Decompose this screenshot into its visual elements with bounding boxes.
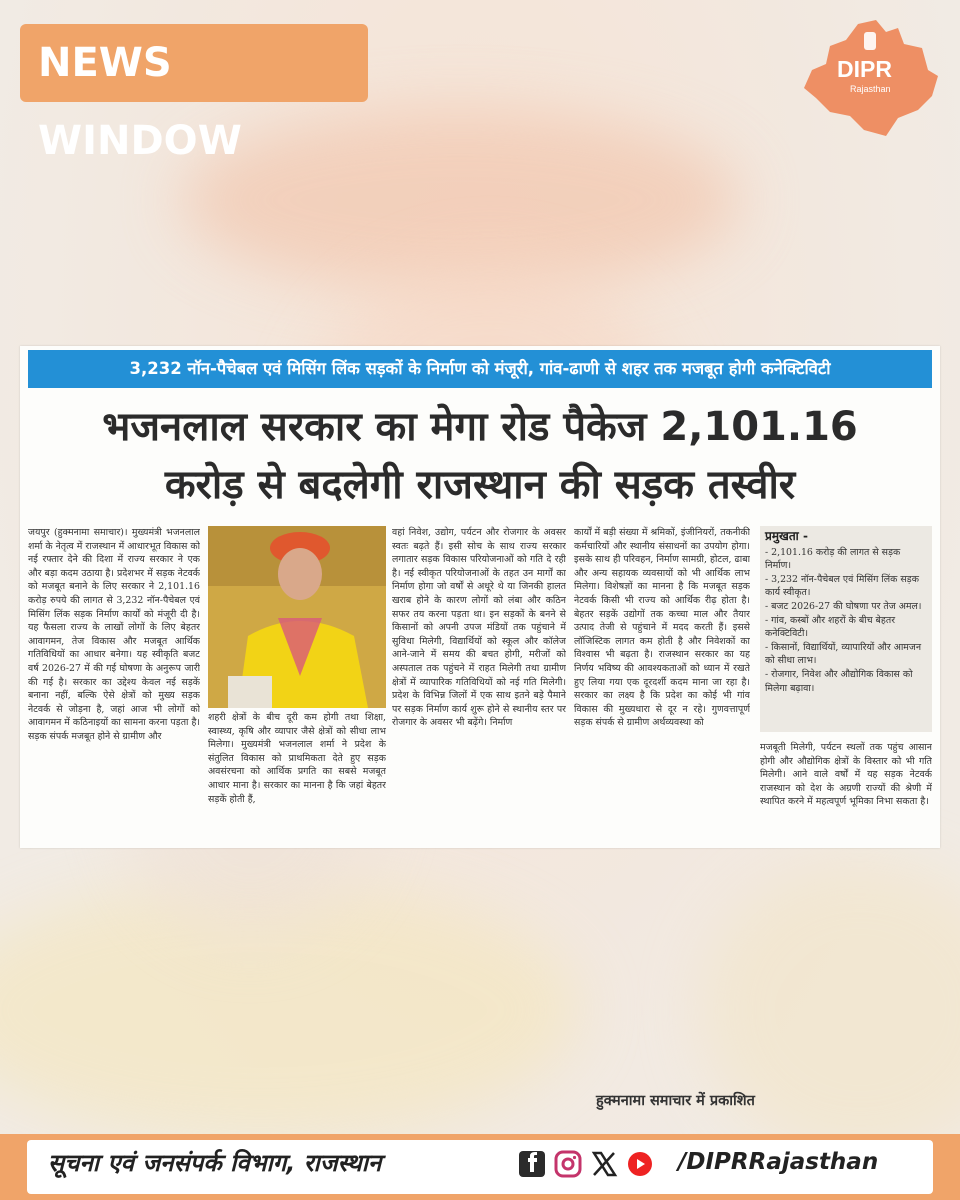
facebook-icon[interactable] [518,1150,546,1178]
highlight-item: - रोजगार, निवेश और औद्योगिक विकास को मिलेगा बढ़ावा। [765,668,913,694]
headline-line-2: करोड़ से बदलेगी राजस्थान की सड़क तस्वीर [164,462,796,508]
article-column-2: शहरी क्षेत्रों के बीच दूरी कम होगी तथा शिक्षा, स्वास्थ्य, कृषि और व्यापार जैसे क्षेत्रों को सीधा लाभ मिलेगा। मुख्यमंत्री भजनलाल शर्मा ने प्रदेश के संतुलित विकास को प्राथमिकता देते हुए सड़क अवसंरचना को आर्थिक प्रगति का सबसे मजबूत आधार माना है। सरकार का मानना है कि जहां बेहतर सड़कें होती हैं, [208,712,386,805]
highlight-item: - 2,101.16 करोड़ की लागत से सड़क निर्माण। [765,546,901,572]
social-handle[interactable]: /DIPRRajasthan [678,1149,879,1175]
highlights-title: प्रमुखता - [765,529,808,543]
headline [20,398,940,514]
source-note: हुक्मनामा समाचार में प्रकाशित [596,1093,755,1109]
newspaper-clipping [20,346,940,848]
emblem-icon [864,32,876,50]
highlights-box [760,526,932,732]
highlight-item: - 3,232 नॉन-पैचेबल एवं मिसिंग लिंक सड़क कार्य स्वीकृत। [765,573,919,599]
highlight-item: - गांव, कस्बों और शहरों के बीच बेहतर कनेक्टिविटी। [765,614,896,640]
x-icon[interactable] [590,1150,618,1178]
social-icons [518,1147,654,1181]
kicker-strip: 3,232 नॉन-पैचेबल एवं मिसिंग लिंक सड़कों के निर्माण को मंजूरी, गांव-ढाणी से शहर तक मजबूत होगी कनेक्टिविटी [28,350,932,388]
highlight-item: - किसानों, विद्यार्थियों, व्यापारियों और आमजन को सीधा लाभ। [765,641,922,667]
article-column-1: जयपुर (हुक्मनामा समाचार)। मुख्यमंत्री भजनलाल शर्मा के नेतृत्व में राजस्थान में आधारभूत विकास को नई रफ्तार देने की दिशा में राज्य सरकार ने एक और बड़ा कदम उठाया है। प्रदेशभर में सड़क नेटवर्क को मजबूत बनाने के लिए सरकार ने 2,101.16 करोड़ रुपये की लागत से 3,232 नॉन-पैचेबल एवं मिसिंग लिंक सड़क निर्माण कार्यों को मंजूरी दी है। यह फैसला राज्य के लाखों लोगों के लिए बेहतर आवागमन, तेज विकास और मजबूत आर्थिक गतिविधियों का आधार बनेगा। यह स्वीकृति बजट वर्ष 2026-27 में की गई घोषणा के अनुरूप जारी की गई है। सरकार का उद्देश्य केवल नई सड़कें बनाना नहीं, बल्कि ऐसे क्षेत्रों को मुख्य सड़क नेटवर्क से जोड़ना है, जहां आज भी लोगों को आवागमन में कठिनाइयों का सामना करना पड़ता है। सड़क संपर्क मजबूत होने से ग्रामीण और [28,527,200,742]
highlight-item: - बजट 2026-27 की घोषणा पर तेज अमल। [765,600,922,612]
chief-minister-photo [208,526,386,708]
photo-illustration [208,526,386,708]
article-column-3: वहां निवेश, उद्योग, पर्यटन और रोजगार के अवसर स्वतः बढ़ते हैं। इसी सोच के साथ राज्य सरकार लगातार सड़क विकास परियोजनाओं को गति दे रही है। नई स्वीकृत परियोजनाओं के तहत उन मार्गों का निर्माण होगा जो वर्षों से अधूरे थे या जिनकी हालत खराब होने के कारण लोगों को लंबा और कठिन सफर तय करना पड़ता था। इन सड़कों के बनने से किसानों को अपनी उपज मंडियों तक पहुंचाने में सुविधा मिलेगी, विद्यार्थियों को स्कूल और कॉलेज आने-जाने में समय की बचत होगी, मरीजों को अस्पताल तक पहुंचने में राहत मिलेगी तथा ग्रामीण क्षेत्रों में व्यापारिक गतिविधियों को नई गति मिलेगी। प्रदेश के विभिन्न जिलों में एक साथ इतने बड़े पैमाने पर सड़क निर्माण कार्य शुरू होने से स्थानीय स्तर पर रोजगार के अवसर भी बढ़ेंगे। निर्माण [392,527,566,729]
department-name: सूचना एवं जनसंपर्क विभाग, राजस्थान [48,1149,382,1177]
instagram-icon[interactable] [554,1150,582,1178]
article-column-5: मजबूती मिलेगी, पर्यटन स्थलों तक पहुंच आसान होगी और औद्योगिक क्षेत्रों के विस्तार को भी गति मिलेगी। आने वाले वर्षों में यह सड़क नेटवर्क राजस्थान को देश के अग्रणी राज्यों की श्रेणी में स्थापित करने में महत्वपूर्ण भूमिका निभा सकता है। [760,742,932,808]
youtube-icon[interactable] [626,1150,654,1178]
logo-name: DIPR [837,56,892,82]
headline-line-1: भजनलाल सरकार का मेगा रोड पैकेज 2,101.16 [102,404,858,450]
article-column-4: कार्यों में बड़ी संख्या में श्रमिकों, इंजीनियरों, तकनीकी कर्मचारियों और स्थानीय संसाधनों का उपयोग होगा। इसके साथ ही परिवहन, निर्माण सामग्री, होटल, ढाबा और अन्य सहायक व्यवसायों को भी आर्थिक लाभ मिलेगा। विशेषज्ञों का मानना है कि मजबूत सड़क नेटवर्क किसी भी राज्य को आर्थिक रीढ़ होता है। बेहतर सड़कें उद्योगों तक कच्चा माल और तैयार उत्पाद तेजी से पहुंचाने में मदद करती हैं। इससे लॉजिस्टिक लागत कम होती है और निवेशकों का विश्वास भी बढ़ता है। राजस्थान सरकार का यह निर्णय भविष्य की आवश्यकताओं को ध्यान में रखते हुए लिया गया एक दूरदर्शी कदम माना जा रहा है। सरकार का लक्ष्य है कि प्रदेश का कोई भी गांव विकास की मुख्यधारा से दूर न रहे। गुणवत्तापूर्ण सड़क संपर्क से ग्रामीण अर्थव्यवस्था को [574,527,750,729]
logo-subtitle: Rajasthan [850,84,891,94]
news-window-badge: NEWS WINDOW [20,24,368,102]
